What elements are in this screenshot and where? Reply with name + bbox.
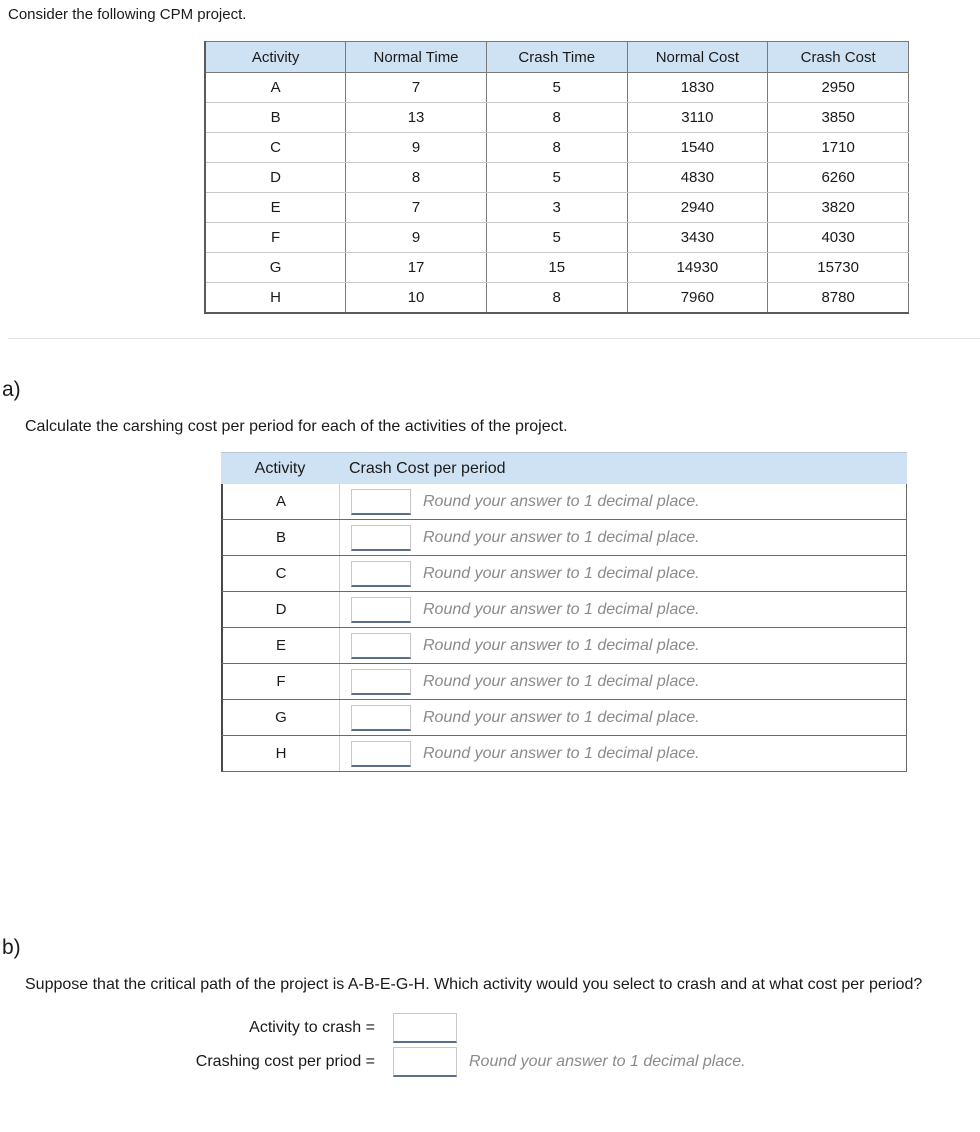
cell-activity: E — [205, 193, 346, 223]
table-row — [205, 103, 909, 133]
answer-cell — [340, 705, 700, 731]
cell-normal-time: 9 — [346, 133, 487, 163]
cell-normal-time: 9 — [346, 223, 487, 253]
answer-row-b — [221, 520, 907, 556]
cell-normal-time: 10 — [346, 283, 487, 314]
answer-activity: D — [223, 592, 340, 627]
cell-activity: A — [205, 73, 346, 103]
cell-normal-time: 7 — [346, 193, 487, 223]
cell-crash-time: 5 — [486, 163, 627, 193]
answer-cell — [340, 561, 700, 587]
cell-crash-cost: 15730 — [768, 253, 909, 283]
answer-header-activity: Activity — [254, 459, 306, 477]
rounding-hint: Round your answer to 1 decimal place. — [423, 492, 700, 510]
answer-row-c — [221, 556, 907, 592]
cell-crash-cost: 2950 — [768, 73, 909, 103]
crash-cost-input-a[interactable] — [351, 489, 411, 515]
cell-activity: H — [205, 283, 346, 314]
cell-crash-time: 8 — [486, 133, 627, 163]
cell-crash-time: 15 — [486, 253, 627, 283]
intro-text: Consider the following CPM project. — [8, 6, 247, 23]
answer-cell — [340, 669, 700, 695]
answer-row-e — [221, 628, 907, 664]
crash-cost-input-f[interactable] — [351, 669, 411, 695]
cell-activity: G — [205, 253, 346, 283]
table-header-row — [205, 42, 909, 73]
header-normal-cost: Normal Cost — [627, 42, 768, 73]
cell-crash-time: 5 — [486, 223, 627, 253]
cell-normal-time: 8 — [346, 163, 487, 193]
crash-cost-input-g[interactable] — [351, 705, 411, 731]
answer-activity: A — [223, 484, 340, 519]
cell-crash-cost: 4030 — [768, 223, 909, 253]
answer-row-f — [221, 664, 907, 700]
answer-row-a — [221, 484, 907, 520]
header-normal-time: Normal Time — [346, 42, 487, 73]
crashing-cost-line — [0, 1047, 746, 1077]
rounding-hint: Round your answer to 1 decimal place. — [469, 1053, 746, 1070]
answer-activity: B — [223, 520, 340, 555]
part-b-label: b) — [2, 936, 21, 959]
activity-to-crash-label: Activity to crash = — [249, 1019, 375, 1036]
header-crash-time: Crash Time — [486, 42, 627, 73]
cell-normal-time: 17 — [346, 253, 487, 283]
cell-crash-cost: 8780 — [768, 283, 909, 314]
rounding-hint: Round your answer to 1 decimal place. — [423, 528, 700, 546]
cell-normal-cost: 1830 — [627, 73, 768, 103]
table-row — [205, 283, 909, 314]
cell-normal-cost: 2940 — [627, 193, 768, 223]
header-activity: Activity — [205, 42, 346, 73]
section-divider — [8, 338, 980, 339]
cell-normal-cost: 3110 — [627, 103, 768, 133]
crash-cost-answer-table — [221, 452, 907, 772]
answer-row-g — [221, 700, 907, 736]
crashing-cost-label: Crashing cost per priod = — [195, 1053, 375, 1070]
cpm-project-table — [204, 41, 909, 314]
answer-header-crash-cost: Crash Cost per period — [349, 459, 506, 477]
cell-normal-time: 13 — [346, 103, 487, 133]
answer-activity: G — [223, 700, 340, 735]
part-b-question: Suppose that the critical path of the project is A-B-E-G-H. Which activity would you select to crash and at what cost per period? — [25, 976, 923, 993]
cell-normal-cost: 3430 — [627, 223, 768, 253]
answer-activity: C — [223, 556, 340, 591]
answer-cell — [340, 597, 700, 623]
cell-normal-time: 7 — [346, 73, 487, 103]
cell-normal-cost: 7960 — [627, 283, 768, 314]
cell-crash-cost: 6260 — [768, 163, 909, 193]
answer-activity: E — [223, 628, 340, 663]
cell-normal-cost: 4830 — [627, 163, 768, 193]
crashing-cost-input[interactable] — [393, 1047, 457, 1077]
cell-normal-cost: 14930 — [627, 253, 768, 283]
cell-crash-time: 8 — [486, 103, 627, 133]
table-row — [205, 253, 909, 283]
crash-cost-input-h[interactable] — [351, 741, 411, 767]
cell-activity: C — [205, 133, 346, 163]
table-row — [205, 73, 909, 103]
cell-crash-cost: 3850 — [768, 103, 909, 133]
answer-row-h — [221, 736, 907, 772]
part-a-question: Calculate the carshing cost per period for each of the activities of the project. — [25, 418, 568, 435]
answer-cell — [340, 633, 700, 659]
part-a-label: a) — [2, 378, 21, 401]
cell-activity: F — [205, 223, 346, 253]
cell-crash-time: 8 — [486, 283, 627, 314]
answer-cell — [340, 489, 700, 515]
rounding-hint: Round your answer to 1 decimal place. — [423, 564, 700, 582]
cell-crash-cost: 3820 — [768, 193, 909, 223]
header-crash-cost: Crash Cost — [768, 42, 909, 73]
cell-activity: B — [205, 103, 346, 133]
activity-to-crash-input[interactable] — [393, 1013, 457, 1043]
crash-cost-input-e[interactable] — [351, 633, 411, 659]
rounding-hint: Round your answer to 1 decimal place. — [423, 636, 700, 654]
table-row — [205, 163, 909, 193]
cell-normal-cost: 1540 — [627, 133, 768, 163]
cell-crash-cost: 1710 — [768, 133, 909, 163]
answer-cell — [340, 525, 700, 551]
cell-activity: D — [205, 163, 346, 193]
table-row — [205, 223, 909, 253]
rounding-hint: Round your answer to 1 decimal place. — [423, 600, 700, 618]
cell-crash-time: 3 — [486, 193, 627, 223]
answer-activity: F — [223, 664, 340, 699]
crash-cost-input-b[interactable] — [351, 525, 411, 551]
crash-cost-input-c[interactable] — [351, 561, 411, 587]
answer-table-header — [221, 452, 907, 484]
rounding-hint: Round your answer to 1 decimal place. — [423, 708, 700, 726]
answer-row-d — [221, 592, 907, 628]
answer-activity: H — [223, 736, 340, 771]
rounding-hint: Round your answer to 1 decimal place. — [423, 744, 700, 762]
cell-crash-time: 5 — [486, 73, 627, 103]
rounding-hint: Round your answer to 1 decimal place. — [423, 672, 700, 690]
table-row — [205, 133, 909, 163]
activity-to-crash-line — [0, 1013, 457, 1043]
table-row — [205, 193, 909, 223]
answer-cell — [340, 741, 700, 767]
crash-cost-input-d[interactable] — [351, 597, 411, 623]
